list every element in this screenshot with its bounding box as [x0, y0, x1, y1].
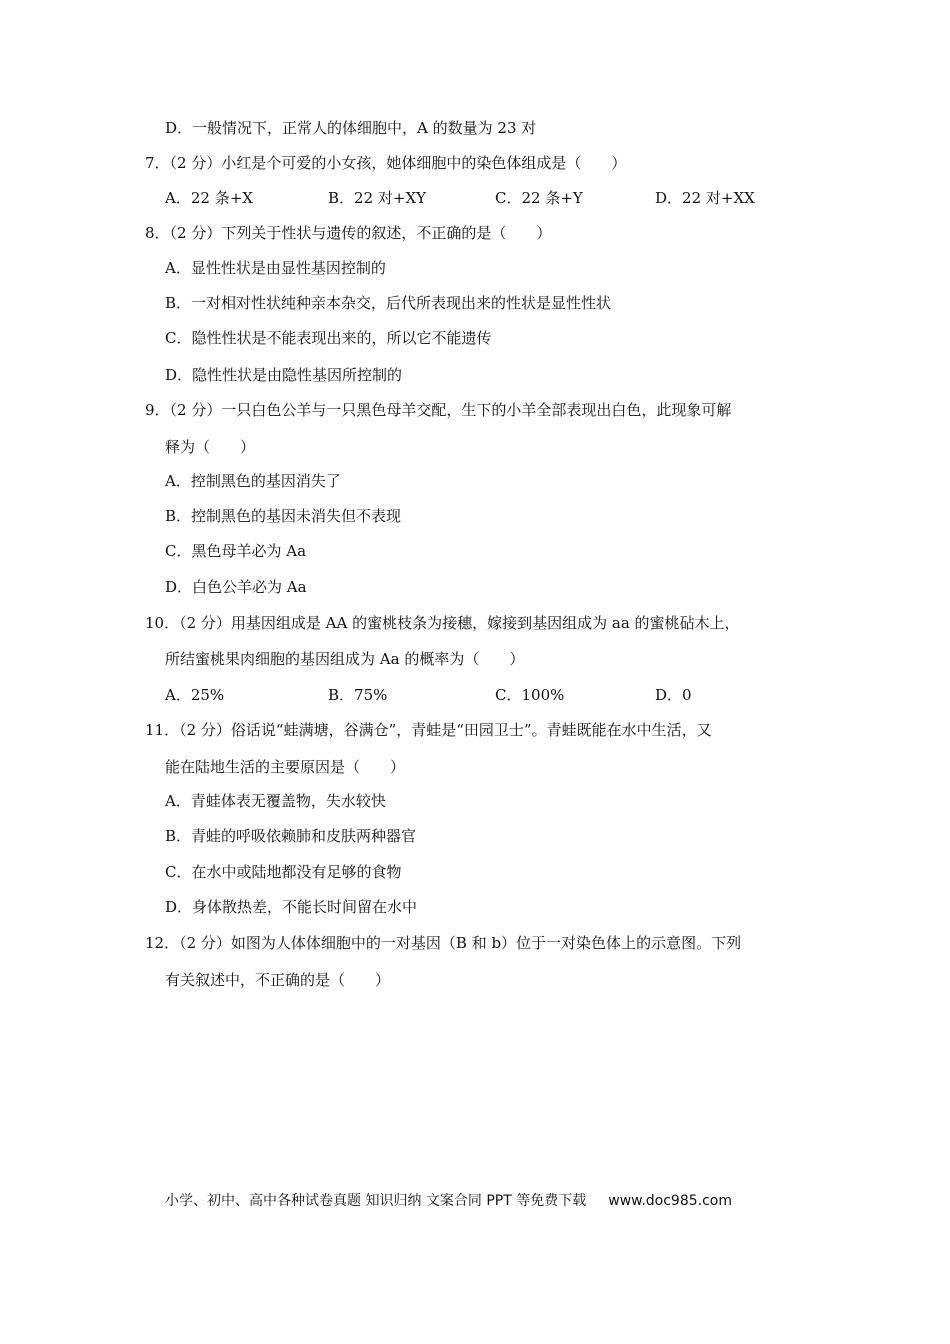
q6-option-d: D．一般情况下，正常人的体细胞中，A 的数量为 23 对: [165, 119, 537, 137]
q11-option-c: C．在水中或陆地都没有足够的食物: [165, 863, 402, 881]
q7-option-d: D．22 对+XX: [655, 189, 755, 207]
page-footer: [165, 1192, 732, 1210]
q10-option-a: A．25%: [165, 686, 225, 704]
q12-stem-line1: 12．（2 分）如图为人体体细胞中的一对基因（B 和 b）位于一对染色体上的示意图。下列: [145, 934, 742, 952]
q11-stem-line1: 11．（2 分）俗话说“蛙满塘，谷满仓”，青蛙是“田园卫士”。青蛙既能在水中生活，又: [145, 721, 712, 739]
q11-stem-line2: 能在陆地生活的主要原因是（ ）: [165, 758, 406, 776]
q9-option-c: C．黑色母羊必为 Aa: [165, 542, 307, 560]
q12-stem-line2: 有关叙述中，不正确的是（ ）: [165, 971, 391, 989]
q7-option-a: A．22 条+X: [165, 189, 253, 207]
q9-stem-line2: 释为（ ）: [165, 438, 256, 456]
q9-option-d: D．白色公羊必为 Aa: [165, 578, 307, 596]
q10-stem-line1: 10．（2 分）用基因组成是 AA 的蜜桃枝条为接穗，嫁接到基因组成为 aa 的蜜桃砧木上，: [145, 614, 740, 632]
q7-option-c: C．22 条+Y: [495, 189, 583, 207]
q8-option-c: C．隐性性状是不能表现出来的，所以它不能遗传: [165, 329, 492, 347]
q9-stem-line1: 9．（2 分）一只白色公羊与一只黑色母羊交配，生下的小羊全部表现出白色，此现象可解: [145, 401, 732, 419]
q8-option-a: A．显性性状是由显性基因控制的: [165, 259, 386, 277]
q10-option-b: B．75%: [328, 686, 388, 704]
q11-option-b: B．青蛙的呼吸依赖肺和皮肤两种器官: [165, 827, 417, 845]
q9-option-b: B．控制黑色的基因未消失但不表现: [165, 507, 402, 525]
q7-option-b: B．22 对+XY: [328, 189, 427, 207]
q10-option-c: C．100%: [495, 686, 565, 704]
q10-stem-line2: 所结蜜桃果肉细胞的基因组成为 Aa 的概率为（ ）: [165, 650, 525, 668]
q9-option-a: A．控制黑色的基因消失了: [165, 472, 341, 490]
q8-stem: 8．（2 分）下列关于性状与遗传的叙述，不正确的是（ ）: [145, 224, 552, 242]
footer-url[interactable]: www.doc985.com: [608, 1193, 732, 1209]
q7-stem: 7．（2 分）小红是个可爱的小女孩，她体细胞中的染色体组成是（ ）: [145, 154, 627, 172]
q8-option-b: B．一对相对性状纯种亲本杂交，后代所表现出来的性状是显性性状: [165, 294, 612, 312]
q11-option-d: D．身体散热差，不能长时间留在水中: [165, 898, 418, 916]
q11-option-a: A．青蛙体表无覆盖物，失水较快: [165, 792, 386, 810]
footer-text: 小学、初中、高中各种试卷真题 知识归纳 文案合同 PPT 等免费下载: [165, 1193, 587, 1209]
q8-option-d: D．隐性性状是由隐性基因所控制的: [165, 366, 403, 384]
q10-option-d: D．0: [655, 686, 692, 704]
